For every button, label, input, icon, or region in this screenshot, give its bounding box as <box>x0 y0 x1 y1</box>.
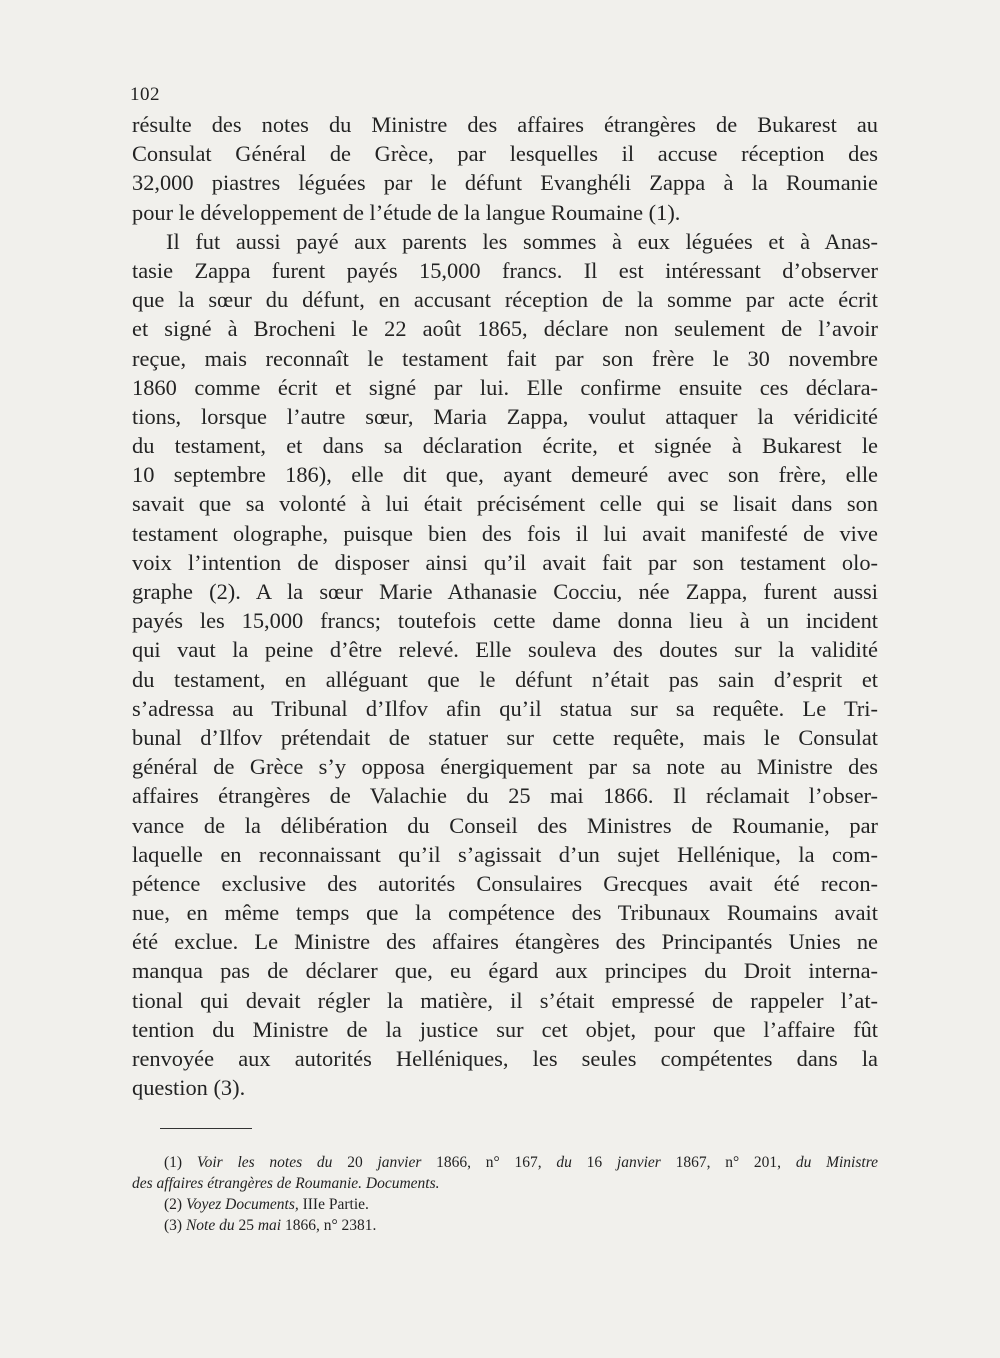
text-line: du testament, en alléguant que le défunt n’était pas sain d’esprit et <box>132 666 878 692</box>
text-line: et signé à Brocheni le 22 août 1865, déclare non seulement de l’avoir <box>132 316 878 342</box>
footnote-3: (3) Note du 25 mai 1866, n° 2381. <box>164 1217 377 1234</box>
text-line: tention du Ministre de la justice sur cet objet, pour que l’affaire fût <box>132 1016 878 1042</box>
text-line: général de Grèce s’y opposa énergiquement par sa note au Ministre des <box>132 754 878 780</box>
text-line: renvoyée aux autorités Helléniques, les seules compétentes dans la <box>132 1046 878 1071</box>
text-line: s’adressa au Tribunal d’Ilfov afin qu’il statua sur sa requête. Le Tri- <box>132 695 878 721</box>
text-line: tions, lorsque l’autre sœur, Maria Zappa, voulut attaquer la véridicité <box>132 403 878 429</box>
text-line: résulte des notes du Ministre des affaires étrangères de Bukarest au <box>132 112 878 137</box>
text-line: manqua pas de déclarer que, eu égard aux principes du Droit interna- <box>132 958 878 984</box>
footnote-1-continued: des affaires étrangères de Roumanie. Documents. <box>132 1175 440 1192</box>
text-line: laquelle en reconnaissant qu’il s’agissait d’un sujet Hellénique, la com- <box>132 841 878 867</box>
text-line: 1860 comme écrit et signé par lui. Elle confirme ensuite ces déclara- <box>132 374 878 400</box>
text-line: payés les 15,000 francs; toutefois cette dame donna lieu à un incident <box>132 608 878 634</box>
text-line: vance de la délibération du Conseil des Ministres de Roumanie, par <box>132 812 878 838</box>
text-line: 10 septembre 186), elle dit que, ayant demeuré avec son frère, elle <box>132 462 878 488</box>
text-line: qui vaut la peine d’être relevé. Elle souleva des doutes sur la validité <box>132 637 878 663</box>
text-line: graphe (2). A la sœur Marie Athanasie Cocciu, née Zappa, furent aussi <box>132 579 878 604</box>
text-line: tional qui devait régler la matière, il s’était empressé de rappeler l’at- <box>132 987 878 1013</box>
text-line: pétence exclusive des autorités Consulaires Grecques avait été recon- <box>132 870 878 896</box>
page-number: 102 <box>130 84 160 105</box>
text-line: 32,000 piastres léguées par le défunt Evanghéli Zappa à la Roumanie <box>132 170 878 196</box>
text-line: pour le développement de l’étude de la langue Roumaine (1). <box>132 199 681 225</box>
text-line: testament olographe, puisque bien des fois il lui avait manifesté de vive <box>132 520 878 546</box>
text-line: que la sœur du défunt, en accusant réception de la somme par acte écrit <box>132 287 878 313</box>
body-text <box>132 110 878 1102</box>
text-line: reçue, mais reconnaît le testament fait par son frère le 30 novembre <box>132 345 878 371</box>
text-line: du testament, et dans sa déclaration écrite, et signée à Bukarest le <box>132 433 878 459</box>
text-line: nue, en même temps que la compétence des Tribunaux Roumains avait <box>132 900 878 926</box>
text-line: savait que sa volonté à lui était précisément celle qui se lisait dans son <box>132 491 878 517</box>
text-line: Consulat Général de Grèce, par lesquelles il accuse réception des <box>132 141 878 167</box>
footnote-divider <box>160 1128 252 1129</box>
footnotes <box>132 1152 878 1236</box>
footnote-1: (1) Voir les notes du 20 janvier 1866, n° 167, du 16 janvier 1867, n° 201, du Ministre <box>164 1154 879 1171</box>
text-line: été exclue. Le Ministre des affaires étangères des Principantés Unies ne <box>132 929 878 955</box>
text-line: affaires étrangères de Valachie du 25 mai 1866. Il réclamait l’obser- <box>132 783 878 809</box>
text-line: tasie Zappa furent payés 15,000 francs. Il est intéressant d’observer <box>132 257 878 283</box>
text-line: Il fut aussi payé aux parents les sommes à eux léguées et à Anas- <box>166 228 878 254</box>
footnote-2: (2) Voyez Documents, IIIe Partie. <box>164 1196 369 1213</box>
text-line: question (3). <box>132 1075 246 1101</box>
text-line: voix l’intention de disposer ainsi qu’il avait fait par son testament olo- <box>132 549 878 575</box>
text-line: bunal d’Ilfov prétendait de statuer sur cette requête, mais le Consulat <box>132 724 878 750</box>
